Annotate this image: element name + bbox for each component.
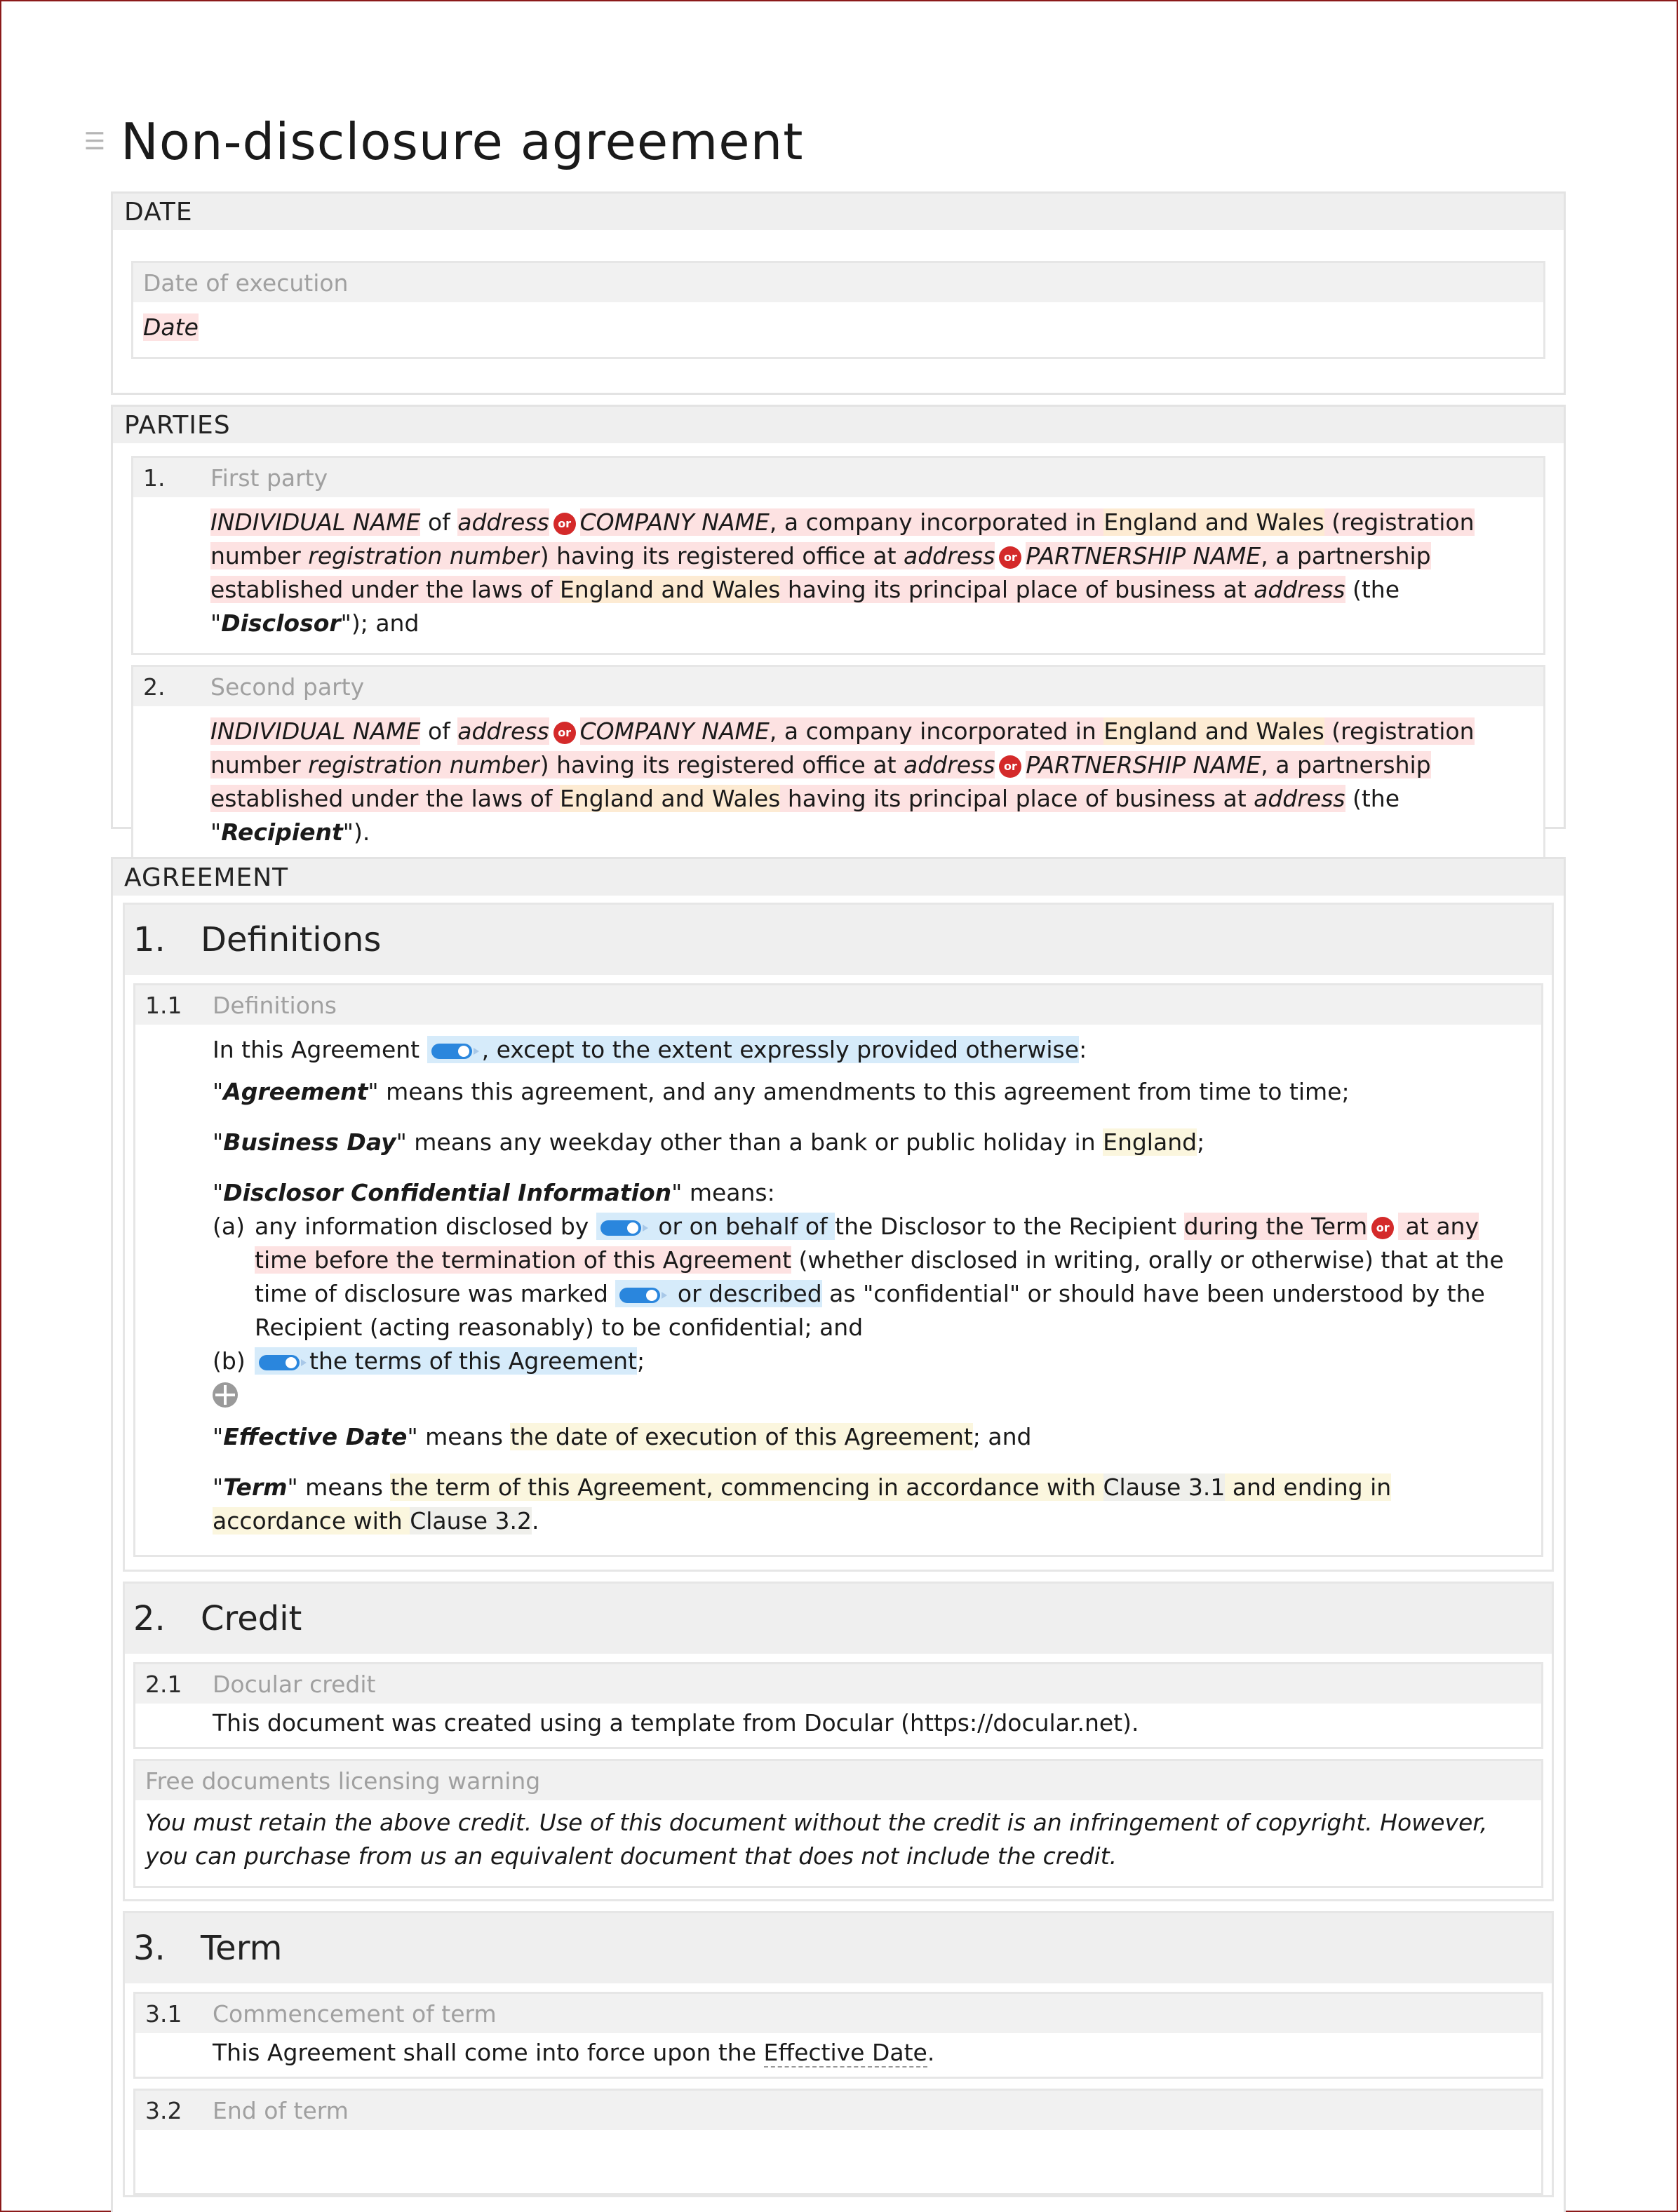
credit-text: This document was created using a template from Docular (https://docular.net). (213, 1709, 1139, 1736)
definition-text: " means (407, 1423, 511, 1450)
party-role: Recipient (221, 818, 343, 846)
agreement-section (111, 857, 1566, 2212)
or-badge[interactable]: or (553, 722, 576, 744)
subclause-1-1[interactable] (133, 983, 1543, 1557)
definition-text: " means this agreement, and any amendments to this agreement from time to time; (368, 1078, 1350, 1105)
optional-text[interactable]: the terms of this Agreement (309, 1347, 637, 1375)
date-box-label: Date of execution (133, 263, 1543, 302)
reg-close-text: ) having its registered office at (539, 542, 904, 569)
reg-open-text: (registration number (210, 508, 1475, 569)
jurisdiction-field[interactable]: England and Wales (559, 785, 781, 812)
definition-item-b (213, 1344, 1531, 1378)
definition-dci: "Disclosor Confidential Information" means: (213, 1179, 775, 1206)
company-name-field[interactable]: COMPANY NAME (579, 508, 770, 536)
place-field[interactable]: England (1103, 1128, 1197, 1156)
subclause-label: Definitions (213, 991, 337, 1019)
definition-end: ; and (972, 1423, 1032, 1450)
clause-2-title[interactable] (125, 1584, 1552, 1654)
place-text: having its principal place of business at (780, 785, 1254, 812)
intro-text: In this Agreement (213, 1036, 420, 1063)
item-text: the Disclosor to the Recipient (835, 1213, 1184, 1240)
clause-reference[interactable]: Clause 3.2 (410, 1507, 532, 1535)
optional-text[interactable]: , except to the extent expressly provided otherwise (481, 1036, 1080, 1063)
or-badge[interactable]: or (553, 513, 576, 535)
defined-term: Disclosor Confidential Information (223, 1179, 672, 1206)
jurisdiction-field[interactable]: England and Wales (559, 576, 781, 603)
optional-text[interactable]: or described (670, 1280, 822, 1307)
option-text[interactable]: during the Term (1183, 1213, 1368, 1240)
jurisdiction-field[interactable]: England and Wales (1103, 717, 1324, 745)
licensing-warning-box (133, 1759, 1543, 1888)
company-text: , a company incorporated in (769, 717, 1104, 745)
subclause-number: 2.1 (145, 1670, 182, 1698)
or-badge[interactable]: or (999, 755, 1021, 778)
toggle-icon[interactable] (600, 1220, 647, 1236)
item-label: (a) (213, 1213, 245, 1240)
clause-reference[interactable]: Clause 3.1 (1103, 1473, 1226, 1501)
defined-term: Business Day (223, 1128, 396, 1156)
parties-section (111, 405, 1566, 846)
parties-section-heading: PARTIES (113, 407, 1564, 443)
toggle-icon[interactable] (259, 1355, 305, 1370)
clause-1-title[interactable] (125, 905, 1552, 975)
item-label: (b) (213, 1347, 246, 1375)
definition-business-day: "Business Day" means any weekday other than a bank or public holiday in England; (213, 1128, 1205, 1156)
definition-end: ; (1197, 1128, 1205, 1156)
subclause-2-1[interactable] (133, 1662, 1543, 1749)
definitions-intro (213, 1033, 1531, 1067)
definition-value[interactable]: and ending in accordance with (213, 1473, 1392, 1535)
party-label: Second party (210, 673, 365, 701)
party-box[interactable] (131, 456, 1545, 655)
item-text: ; (636, 1347, 645, 1375)
the-open-text: (the " (210, 576, 1400, 637)
address-field[interactable]: address (457, 717, 549, 745)
item-text: (whether disclosed in writing, orally or otherwise) that at the time of disclosure was marked (255, 1246, 1504, 1307)
party-label: First party (210, 464, 328, 492)
clause-number: 1. (133, 920, 166, 959)
drag-handle-icon[interactable]: ☰ (83, 128, 106, 156)
party-role: Disclosor (221, 609, 341, 637)
reg-open-text: (registration number (210, 717, 1475, 778)
subclause-3-2[interactable] (133, 2089, 1543, 2195)
the-open-text: (the " (210, 785, 1400, 846)
company-text: , a company incorporated in (769, 508, 1104, 536)
subclause-number: 3.1 (145, 1999, 182, 2028)
date-value[interactable]: Date (143, 313, 199, 341)
text-of: of (420, 508, 458, 536)
clause-heading: Term (201, 1929, 283, 1968)
toggle-icon[interactable] (431, 1044, 478, 1059)
date-section-heading: DATE (113, 194, 1564, 230)
subclause-label: Commencement of term (213, 1999, 497, 2028)
agreement-section-heading: AGREEMENT (113, 859, 1564, 896)
clause-number: 3. (133, 1929, 166, 1968)
party-number: 1. (143, 464, 166, 492)
definition-value[interactable]: the term of this Agreement, commencing in accordance with (390, 1473, 1103, 1501)
address-field[interactable]: address (457, 508, 549, 536)
definition-end: . (532, 1507, 539, 1535)
company-name-field[interactable]: COMPANY NAME (579, 717, 770, 745)
defined-term: Effective Date (223, 1423, 408, 1450)
registration-number-field[interactable]: registration number (308, 751, 540, 778)
business-address-field[interactable]: address (1254, 785, 1345, 812)
partnership-text: , a partnership established under the laws of (210, 542, 1431, 603)
partnership-text: , a partnership established under the laws of (210, 751, 1431, 812)
definition-agreement: "Agreement" means this agreement, and any amendments to this agreement from time to time; (213, 1078, 1350, 1105)
option-text[interactable]: at any time before the termination of this Agreement (255, 1213, 1479, 1274)
item-text: as "confidential" or should have been understood by the Recipient (acting reasonably) to be confidential; and (255, 1280, 1485, 1341)
warning-label: Free documents licensing warning (135, 1761, 1541, 1800)
optional-text[interactable]: or on behalf of (650, 1213, 835, 1240)
definition-effective-date: "Effective Date" means the date of execution of this Agreement; and (213, 1423, 1032, 1450)
clause-1 (123, 903, 1554, 1572)
subclause-label: Docular credit (213, 1670, 376, 1698)
subclause-number: 1.1 (145, 991, 182, 1019)
place-text: having its principal place of business at (780, 576, 1254, 603)
title-row (84, 112, 803, 171)
office-address-field[interactable]: address (904, 751, 995, 778)
intro-colon: : (1079, 1036, 1087, 1063)
party-number: 2. (143, 673, 166, 701)
or-badge[interactable]: or (999, 546, 1021, 569)
office-address-field[interactable]: address (904, 542, 995, 569)
defined-term: Agreement (223, 1078, 368, 1105)
clause-heading: Definitions (201, 920, 382, 959)
individual-name-field[interactable]: INDIVIDUAL NAME (210, 717, 421, 745)
definition-text: " means: (671, 1179, 775, 1206)
party-ending: "); and (340, 609, 420, 637)
defined-term: Term (223, 1473, 288, 1501)
subclause-label: End of term (213, 2096, 349, 2124)
date-section (111, 191, 1566, 395)
text-of: of (420, 717, 458, 745)
individual-name-field[interactable]: INDIVIDUAL NAME (210, 508, 421, 536)
clause-text: This Agreement shall come into force upon the (213, 2039, 764, 2066)
clause-3 (123, 1911, 1554, 2197)
definition-text: " means any weekday other than a bank or public holiday in (396, 1128, 1103, 1156)
add-item-icon[interactable] (213, 1382, 238, 1408)
subclause-number: 3.2 (145, 2096, 182, 2124)
clause-2 (123, 1582, 1554, 1901)
definition-value[interactable]: the date of execution of this Agreement (510, 1423, 973, 1450)
registration-number-field[interactable]: registration number (308, 542, 540, 569)
clause-number: 2. (133, 1599, 166, 1638)
subclause-3-1[interactable] (133, 1992, 1543, 2079)
item-text: any information disclosed by (255, 1213, 596, 1240)
clause-heading: Credit (201, 1599, 302, 1638)
date-box[interactable] (131, 261, 1545, 359)
toggle-icon[interactable] (619, 1288, 666, 1303)
business-address-field[interactable]: address (1254, 576, 1345, 603)
definition-term: "Term" means the term of this Agreement, commencing in accordance with Clause 3.1 and ending in accordance with Clause 3.2. (213, 1473, 1392, 1535)
warning-text: You must retain the above credit. Use of this document without the credit is an infringement of copyright. However, you can purchase from us an equivalent document that does not include the credit. (145, 1809, 1488, 1870)
partnership-name-field[interactable]: PARTNERSHIP NAME (1026, 542, 1261, 569)
defined-term-link[interactable]: Effective Date (763, 2039, 927, 2066)
reg-close-text: ) having its registered office at (539, 751, 904, 778)
clause-text: . (927, 2039, 935, 2066)
or-badge[interactable]: or (1371, 1217, 1394, 1239)
definition-item-a (213, 1210, 1531, 1344)
partnership-name-field[interactable]: PARTNERSHIP NAME (1026, 751, 1261, 778)
party-ending: "). (342, 818, 370, 846)
clause-3-title[interactable] (125, 1913, 1552, 1983)
party-box[interactable] (131, 665, 1545, 864)
jurisdiction-field[interactable]: England and Wales (1103, 508, 1324, 536)
definition-text: " means (287, 1473, 391, 1501)
page-title: Non-disclosure agreement (121, 112, 804, 171)
